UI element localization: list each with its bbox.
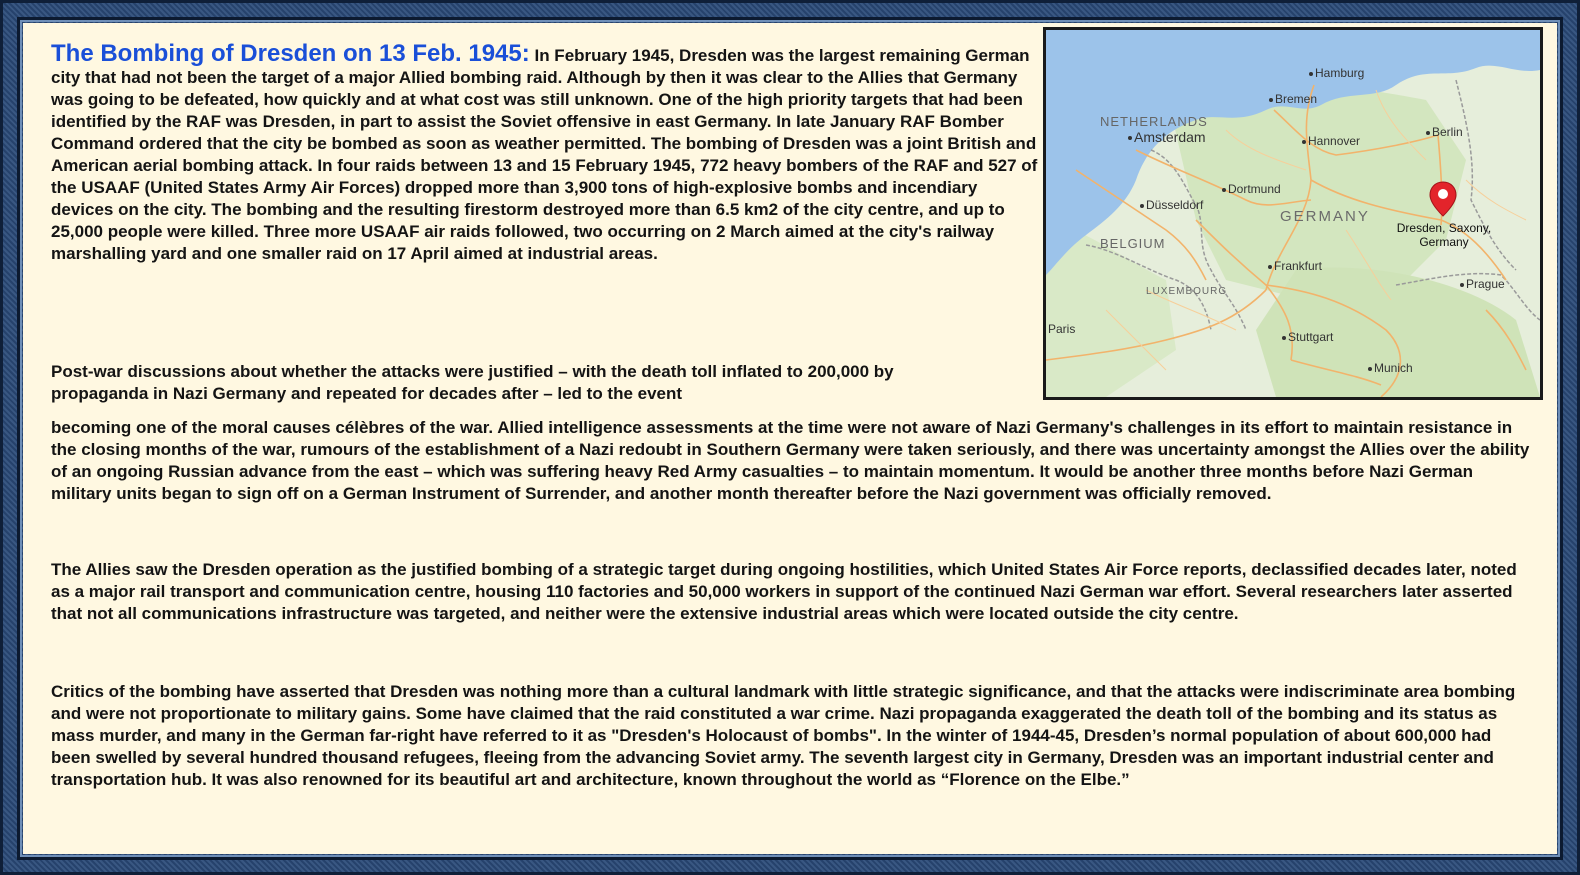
city-berlin: Berlin [1426,125,1463,139]
paragraph-moral-causes: becoming one of the moral causes célèbres of the war. Allied intelligence assessments at the time were not aware of Nazi Germany's challenges in its effort to maintain resistance in the closing months of the war, rumours of the establishment of a Nazi redoubt in Southern Germany were taken seriously, and there was uncertainty amongst the Allies over the ability of an ongoing Russian advance from the east – which was suffering heavy Red Army casualties – to maintain momentum. It would be another three months before Nazi German military units began to sign off on a German Instrument of Surrender, and another month thereafter before the Nazi government was officially removed. [51,418,1530,503]
city-prague: Prague [1460,277,1505,291]
paragraph-critics: Critics of the bombing have asserted that Dresden was nothing more than a cultural landmark with little strategic significance, and that the attacks were indiscriminate area bombing and were not proportionate to military gains. Some have claimed that the raid constituted a war crime. Nazi propaganda exaggerated the death toll of the bombing and its status as mass murder, and many in the German far-right have referred to it as "Dresden's Holocaust of bombs". In the winter of 1944-45, Dresden’s normal population of about 600,000 had been swelled by several hundred thousand refugees, fleeing from the advancing Soviet army. The seventh largest city in Germany, Dresden was an important industrial center and transportation hub. It was also renowned for its beautiful art and architecture, known throughout the world as “Florence on the Elbe.” [51,682,1516,789]
city-dot-icon [1460,283,1464,287]
city-munich: Munich [1368,361,1413,375]
city-dot-icon [1302,140,1306,144]
country-luxembourg: LUXEMBOURG [1146,286,1228,297]
page-title: The Bombing of Dresden on 13 Feb. 1945: [51,40,530,67]
map-pin-icon [1428,180,1458,220]
city-dot-icon [1368,367,1372,371]
dresden-pin-label: Dresden, Saxony, Germany [1396,221,1492,249]
content-panel [23,23,1557,854]
city-hannover: Hannover [1302,134,1360,148]
city-dot-icon [1426,131,1430,135]
city-bremen: Bremen [1269,92,1317,106]
paragraph-postwar: Post-war discussions about whether the attacks were justified – with the death toll inflated to 200,000 by propaganda in Nazi Germany and repeated for decades after – led to the event [51,362,894,403]
intro-paragraph [51,40,1041,265]
city-hamburg: Hamburg [1309,66,1364,80]
city-dot-icon [1140,204,1144,208]
intro-paragraph-text: In February 1945, Dresden was the largest remaining German city that had not been the target of a major Allied bombing raid. Although by then it was clear to the Allies that Germany was going to be defeated, how quickly and at what cost was still unknown. One of the high priority targets that had been identified by the RAF was Dresden, in part to assist the Soviet offensive in east Germany. In late January RAF Bomber Command ordered that the city be bombed as soon as weather permitted. The bombing of Dresden was a joint British and American aerial bombing attack. In four raids between 13 and 15 February 1945, 772 heavy bombers of the RAF and 527 of the USAAF (United States Army Air Forces) dropped more than 3,900 tons of high-explosive bombs and incendiary devices on the city. The bombing and the resulting firestorm destroyed more than 6.5 km2 of the city centre, and up to 25,000 people were killed. Three more USAAF air raids followed, two occurring on 2 March aimed at the city's railway marshalling yard and one smaller raid on 17 April aimed at industrial areas. [51,46,1038,263]
city-dot-icon [1309,72,1313,76]
city-dusseldorf: Düsseldorf [1140,198,1203,212]
city-dortmund: Dortmund [1222,182,1281,196]
germany-map [1043,27,1543,400]
paragraph-allies-view: The Allies saw the Dresden operation as the justified bombing of a strategic target during ongoing hostilities, which United States Air Force reports, declassified decades later, noted as a major rail transport and communication centre, housing 110 factories and 50,000 workers in support of the continued Nazi German war effort. Several researchers later asserted that not all communications infrastructure was targeted, and neither were the extensive industrial areas which were located outside the city centre. [51,560,1517,623]
city-dot-icon [1222,188,1226,192]
city-frankfurt: Frankfurt [1268,259,1322,273]
city-dot-icon [1282,336,1286,340]
city-dot-icon [1268,265,1272,269]
city-stuttgart: Stuttgart [1282,330,1333,344]
city-dot-icon [1269,98,1273,102]
city-paris: Paris [1048,322,1076,336]
country-germany: GERMANY [1280,208,1370,225]
country-belgium: BELGIUM [1100,236,1166,251]
city-dot-icon [1128,136,1132,140]
city-amsterdam: Amsterdam [1128,129,1206,145]
country-netherlands: NETHERLANDS [1100,114,1208,129]
